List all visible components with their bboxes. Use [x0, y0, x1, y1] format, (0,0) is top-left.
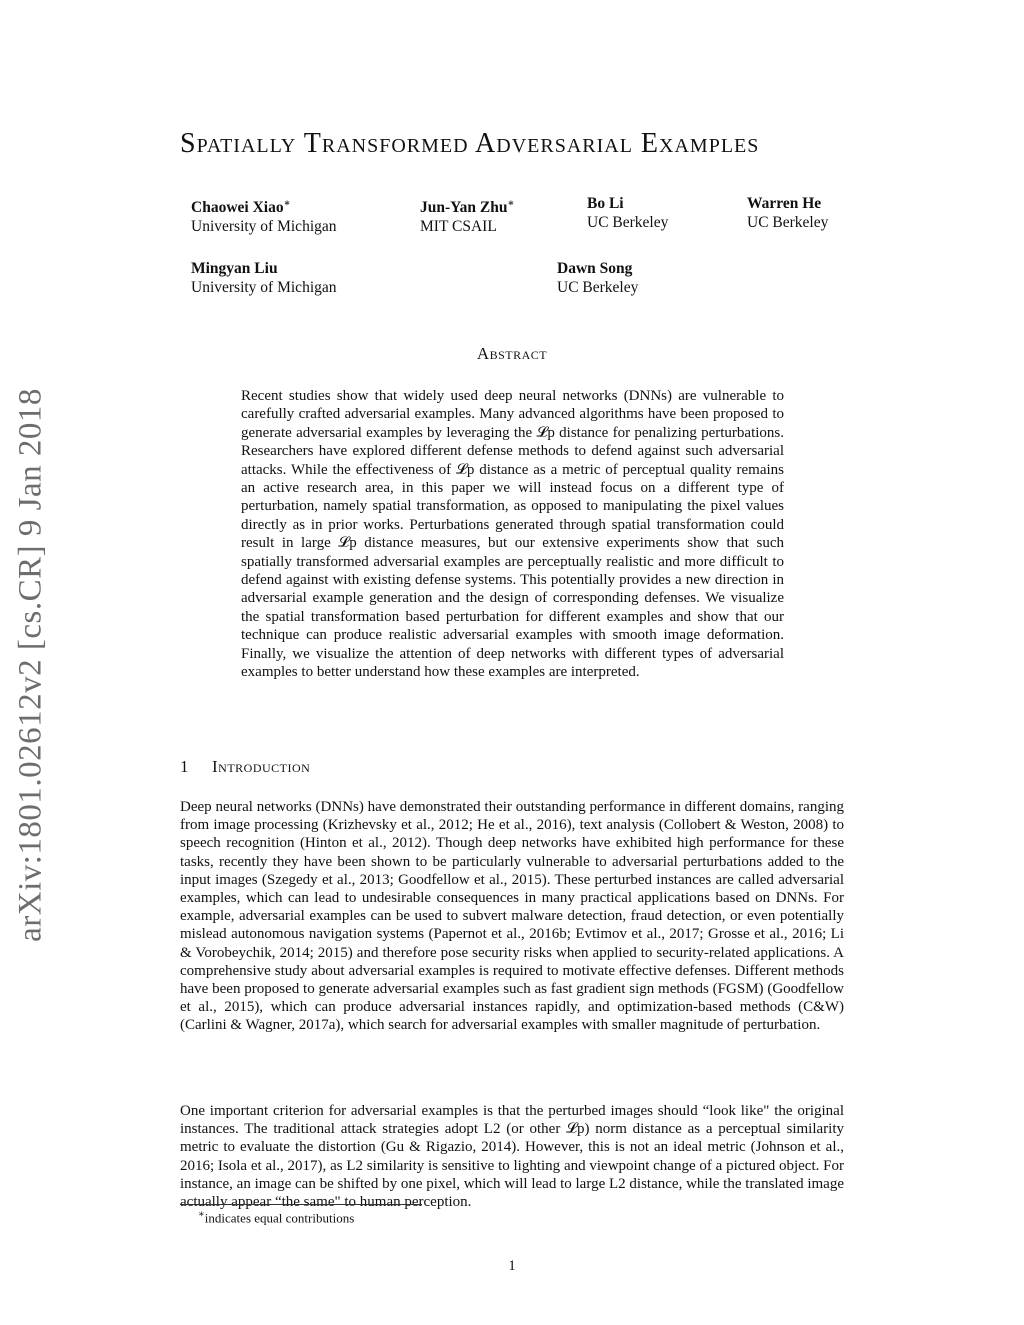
arxiv-identifier-text: arXiv:1801.02612v2 [cs.CR] 9 Jan 2018: [12, 388, 49, 942]
footnote: [198, 1209, 354, 1226]
footnote-mark: ∗: [198, 1209, 205, 1220]
author-block: [557, 259, 638, 297]
body-paragraph: Deep neural networks (DNNs) have demonstrated their outstanding performance in different domains, ranging from image processing (Krizhevsky et al., 2012; He et al., 2016), text analysis (Collobert & Weston, 2008) to speech recognition (Hinton et al., 2012). Though deep networks have exhibited high performance for these tasks, recently they have been shown to be particularly vulnerable to adversarial perturbations added to the input images (Szegedy et al., 2013; Goodfellow et al., 2015). These perturbed instances are called adversarial examples, which can lead to undesirable consequences in many practical applications based on DNNs. For example, adversarial examples can be used to subvert malware detection, fraud detection, or even potentially mislead autonomous navigation systems (Papernot et al., 2016b; Evtimov et al., 2017; Grosse et al., 2016; Li & Vorobeychik, 2014; 2015) and therefore pose security risks when applied to security-related applications. A comprehensive study about adversarial examples is required to motivate effective defenses. Different methods have been proposed to generate adversarial examples such as fast gradient sign methods (FGSM) (Goodfellow et al., 2015), which can produce adversarial instances rapidly, and optimization-based methods (C&W) (Carlini & Wagner, 2017a), which search for adversarial examples with smaller magnitude of perturbation.: [180, 799, 844, 1034]
author-name: Mingyan Liu: [191, 260, 278, 277]
author-affiliation: UC Berkeley: [557, 279, 639, 296]
author-block: [191, 259, 337, 297]
section-title: Introduction: [212, 757, 311, 776]
author-affiliation: MIT CSAIL: [420, 218, 497, 236]
author-name: Chaowei Xiao∗: [191, 198, 291, 217]
author-name: Warren He: [747, 195, 822, 212]
author-block: [420, 194, 514, 236]
abstract-heading: Abstract: [476, 344, 548, 363]
author-block: [191, 194, 337, 236]
author-block: [587, 194, 668, 232]
author-affiliation: UC Berkeley: [587, 214, 669, 231]
arxiv-identifier: [8, 375, 54, 955]
footnote-text: indicates equal contributions: [204, 1210, 355, 1226]
author-affiliation: University of Michigan: [191, 218, 337, 236]
footnote-rule: [180, 1204, 422, 1205]
page-number: 1: [508, 1258, 516, 1274]
author-affiliation: University of Michigan: [191, 279, 337, 296]
author-name: Jun-Yan Zhu∗: [420, 198, 515, 217]
paper-title: Spatially Transformed Adversarial Examples: [180, 128, 760, 159]
author-name: Dawn Song: [557, 260, 633, 277]
section-heading: [180, 757, 310, 777]
section-number: 1: [180, 757, 189, 776]
abstract-body: Recent studies show that widely used deep neural networks (DNNs) are vulnerable to carefully crafted adversarial examples. Many advanced algorithms have been proposed to generate adversarial examples by leveraging the 𝓛p distance for penalizing perturbations. Researchers have explored different defense methods to defend against such adversarial attacks. While the effectiveness of 𝓛p distance as a metric of perceptual quality remains an active research area, in this paper we will instead focus on a different type of perturbation, namely spatial transformation, as opposed to manipulating the pixel values directly as in prior works. Perturbations generated through spatial transformation could result in large 𝓛p distance measures, but our extensive experiments show that such spatially transformed adversarial examples are perceptually realistic and more difficult to defend against with existing defense systems. This potentially provides a new direction in adversarial example generation and the design of corresponding defenses. We visualize the spatial transformation based perturbation for different examples and show that our technique can produce realistic adversarial examples with smooth image deformation. Finally, we visualize the attention of deep networks with different types of adversarial examples to better understand how these examples are interpreted.: [241, 388, 784, 681]
author-block: [747, 194, 828, 232]
body-paragraph: One important criterion for adversarial examples is that the perturbed images should “look like" the original instances. The traditional attack strategies adopt L2 (or other 𝓛p) norm distance as a perceptual similarity metric to evaluate the distortion (Gu & Rigazio, 2014). However, this is not an ideal metric (Johnson et al., 2016; Isola et al., 2017), as L2 similarity is sensitive to lighting and viewpoint change of a pictured object. For instance, an image can be shifted by one pixel, which will lead to large L2 distance, while the translated image actually appear “the same" to human perception.: [180, 1103, 844, 1211]
author-affiliation: UC Berkeley: [747, 214, 829, 231]
author-name: Bo Li: [587, 195, 624, 212]
